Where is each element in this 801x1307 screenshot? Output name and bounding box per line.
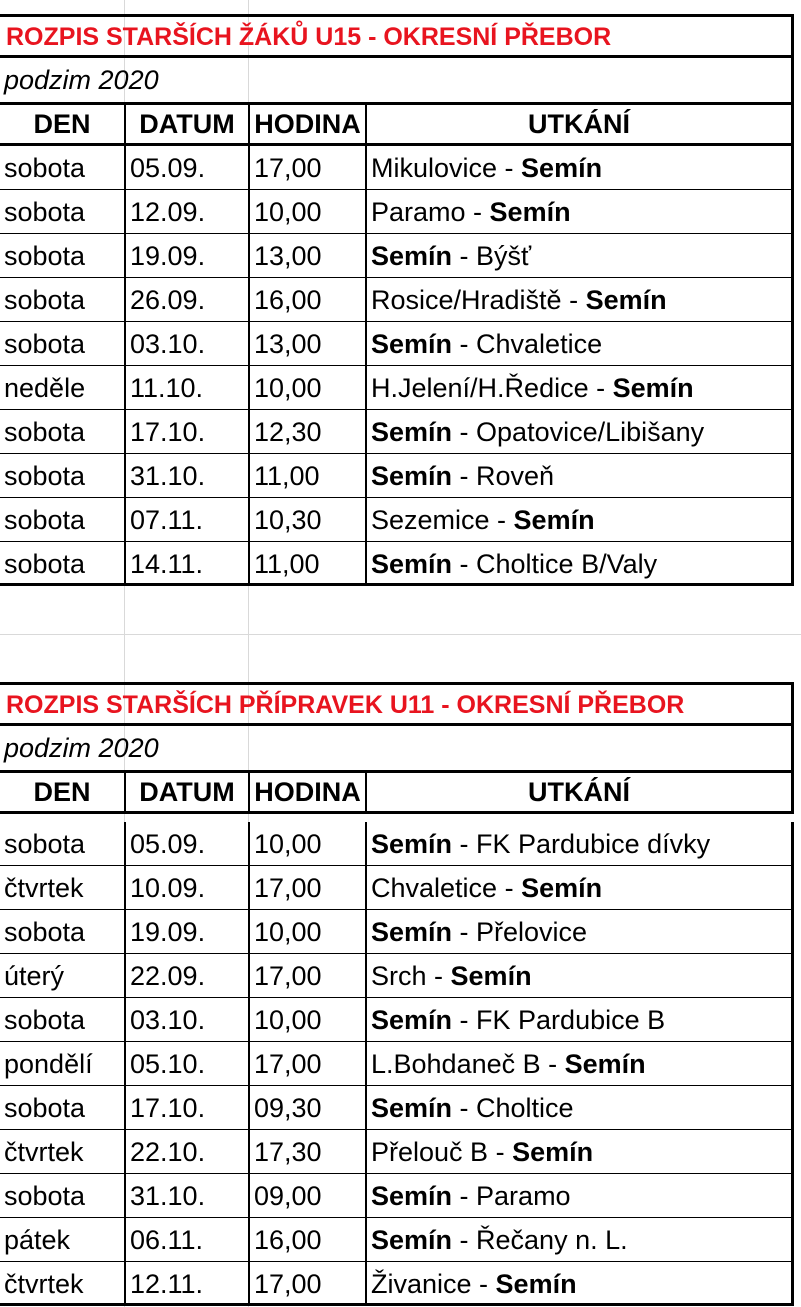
header-match: UTKÁNÍ [365, 773, 794, 811]
cell-time: 13,00 [248, 234, 365, 277]
match-separator: - [452, 1005, 477, 1035]
cell-match [365, 954, 794, 997]
cell-time: 09,30 [248, 1086, 365, 1129]
cell-day: čtvrtek [4, 1269, 84, 1299]
home-team: Semín [371, 1181, 453, 1211]
header-time: HODINA [248, 105, 365, 143]
match-separator: - [497, 873, 522, 903]
cell-day: neděle [4, 373, 86, 403]
cell-time: 11,00 [248, 454, 365, 497]
home-team: Semín [371, 241, 453, 271]
match-separator: - [489, 505, 514, 535]
away-team: Chvaletice [476, 329, 603, 359]
cell-date: 17.10. [124, 410, 248, 453]
cell-match [365, 1262, 794, 1303]
match-separator: - [452, 329, 477, 359]
away-team: Choltice B/Valy [476, 549, 658, 579]
cell-date: 07.11. [124, 498, 248, 541]
table-row [0, 454, 794, 498]
cell-day: úterý [4, 961, 65, 991]
away-team: Semín [489, 197, 571, 227]
home-team: Semín [371, 461, 453, 491]
away-team: Roveň [476, 461, 555, 491]
away-team: FK Pardubice B [476, 1005, 666, 1035]
header-day: DEN [33, 777, 91, 807]
cell-match [365, 322, 794, 365]
cell-date: 11.10. [124, 366, 248, 409]
table-row [0, 410, 794, 454]
header-time: HODINA [248, 773, 365, 811]
table-row [0, 146, 794, 190]
cell-match [365, 498, 794, 541]
match-separator: - [452, 1093, 477, 1123]
home-team: H.Jelení/H.Ředice [371, 373, 589, 403]
cell-time: 10,30 [248, 498, 365, 541]
cell-date: 12.09. [124, 190, 248, 233]
away-team: Semín [512, 1137, 594, 1167]
header-row [0, 770, 794, 814]
home-team: Živanice [371, 1269, 472, 1299]
match-separator: - [488, 1137, 513, 1167]
home-team: Přelouč B [371, 1137, 489, 1167]
home-team: L.Bohdaneč B [371, 1049, 541, 1079]
cell-date: 05.10. [124, 1042, 248, 1085]
header-day: DEN [33, 109, 91, 139]
cell-match [365, 1042, 794, 1085]
match-separator: - [452, 549, 477, 579]
cell-date: 31.10. [124, 454, 248, 497]
table-row [0, 1042, 794, 1086]
table-row [0, 822, 794, 866]
home-team: Semín [371, 549, 453, 579]
cell-date: 03.10. [124, 322, 248, 365]
cell-time: 16,00 [248, 1218, 365, 1261]
cell-date: 19.09. [124, 234, 248, 277]
table-row [0, 1218, 794, 1262]
cell-day: sobota [4, 153, 86, 183]
cell-match [365, 1218, 794, 1261]
table-row [0, 1130, 794, 1174]
cell-match [365, 542, 794, 583]
cell-date: 12.11. [124, 1262, 248, 1303]
cell-day: sobota [4, 829, 86, 859]
cell-date: 10.09. [124, 866, 248, 909]
cell-day: sobota [4, 1093, 86, 1123]
cell-time: 11,00 [248, 542, 365, 583]
gridline [0, 634, 801, 635]
away-team: Opatovice/Libišany [476, 417, 705, 447]
cell-match [365, 146, 794, 189]
home-team: Semín [371, 417, 453, 447]
away-team: Přelovice [476, 917, 588, 947]
cell-match [365, 1174, 794, 1217]
table-row [0, 1086, 794, 1130]
cell-day: čtvrtek [4, 1137, 84, 1167]
match-separator: - [452, 829, 477, 859]
cell-date: 22.10. [124, 1130, 248, 1173]
cell-date: 17.10. [124, 1086, 248, 1129]
cell-match [365, 822, 794, 865]
away-team: Semín [521, 153, 603, 183]
cell-match [365, 410, 794, 453]
home-team: Semín [371, 1225, 453, 1255]
away-team: Semín [513, 505, 595, 535]
home-team: Semín [371, 1005, 453, 1035]
cell-time: 17,00 [248, 866, 365, 909]
cell-date: 14.11. [124, 542, 248, 583]
match-separator: - [426, 961, 451, 991]
cell-time: 09,00 [248, 1174, 365, 1217]
match-separator: - [540, 1049, 565, 1079]
match-separator: - [452, 241, 477, 271]
away-team: Býšť [476, 241, 532, 271]
table-row [0, 542, 794, 586]
cell-day: sobota [4, 241, 86, 271]
cell-match [365, 1086, 794, 1129]
header-row [0, 102, 794, 146]
cell-match [365, 454, 794, 497]
cell-time: 10,00 [248, 910, 365, 953]
home-team: Semín [371, 917, 453, 947]
match-separator: - [452, 917, 477, 947]
cell-match [365, 866, 794, 909]
match-separator: - [497, 153, 522, 183]
away-team: Paramo [476, 1181, 571, 1211]
cell-match [365, 910, 794, 953]
cell-time: 10,00 [248, 366, 365, 409]
cell-day: sobota [4, 1181, 86, 1211]
cell-day: pondělí [4, 1049, 93, 1079]
match-separator: - [452, 1181, 477, 1211]
header-date: DATUM [124, 105, 248, 143]
section-subtitle: podzim 2020 [0, 58, 794, 102]
table-row [0, 998, 794, 1042]
away-team: Semín [612, 373, 694, 403]
cell-date: 26.09. [124, 278, 248, 321]
cell-time: 17,00 [248, 1042, 365, 1085]
cell-time: 10,00 [248, 822, 365, 865]
match-separator: - [465, 197, 490, 227]
home-team: Paramo [371, 197, 466, 227]
cell-day: sobota [4, 505, 86, 535]
cell-match [365, 1130, 794, 1173]
home-team: Rosice/Hradiště [371, 285, 562, 315]
table-row [0, 234, 794, 278]
home-team: Semín [371, 1093, 453, 1123]
away-team: Choltice [476, 1093, 574, 1123]
cell-day: sobota [4, 417, 86, 447]
home-team: Chvaletice [371, 873, 498, 903]
away-team: Semín [521, 873, 603, 903]
match-separator: - [452, 1225, 477, 1255]
cell-date: 19.09. [124, 910, 248, 953]
header-match: UTKÁNÍ [365, 105, 794, 143]
cell-day: sobota [4, 917, 86, 947]
cell-day: sobota [4, 285, 86, 315]
cell-time: 17,00 [248, 146, 365, 189]
home-team: Sezemice [371, 505, 490, 535]
cell-date: 06.11. [124, 1218, 248, 1261]
table-row [0, 954, 794, 998]
away-team: Řečany n. L. [476, 1225, 628, 1255]
header-date: DATUM [124, 773, 248, 811]
cell-time: 12,30 [248, 410, 365, 453]
cell-match [365, 366, 794, 409]
cell-day: sobota [4, 461, 86, 491]
cell-date: 03.10. [124, 998, 248, 1041]
match-separator: - [471, 1269, 496, 1299]
cell-date: 22.09. [124, 954, 248, 997]
cell-match [365, 234, 794, 277]
cell-time: 17,30 [248, 1130, 365, 1173]
table-row [0, 190, 794, 234]
match-separator: - [452, 461, 477, 491]
home-team: Srch [371, 961, 427, 991]
table-row [0, 910, 794, 954]
cell-time: 17,00 [248, 954, 365, 997]
away-team: Semín [495, 1269, 577, 1299]
cell-day: čtvrtek [4, 873, 84, 903]
away-team: Semín [450, 961, 532, 991]
cell-time: 16,00 [248, 278, 365, 321]
match-separator: - [588, 373, 613, 403]
home-team: Semín [371, 829, 453, 859]
home-team: Mikulovice [371, 153, 498, 183]
table-row [0, 1262, 794, 1306]
cell-time: 10,00 [248, 190, 365, 233]
table-row [0, 278, 794, 322]
cell-day: sobota [4, 197, 86, 227]
table-row [0, 366, 794, 410]
away-team: FK Pardubice dívky [476, 829, 711, 859]
table-row [0, 866, 794, 910]
section-title: ROZPIS STARŠÍCH PŘÍPRAVEK U11 - OKRESNÍ PŘEBOR [0, 682, 794, 726]
section-subtitle: podzim 2020 [0, 726, 794, 770]
cell-day: sobota [4, 1005, 86, 1035]
cell-time: 10,00 [248, 998, 365, 1041]
cell-date: 31.10. [124, 1174, 248, 1217]
cell-time: 17,00 [248, 1262, 365, 1303]
home-team: Semín [371, 329, 453, 359]
away-team: Semín [585, 285, 667, 315]
cell-day: sobota [4, 329, 86, 359]
table-row [0, 322, 794, 366]
cell-date: 05.09. [124, 822, 248, 865]
cell-match [365, 190, 794, 233]
match-separator: - [561, 285, 586, 315]
section-title: ROZPIS STARŠÍCH ŽÁKŮ U15 - OKRESNÍ PŘEBOR [0, 14, 794, 58]
cell-day: sobota [4, 549, 86, 579]
away-team: Semín [564, 1049, 646, 1079]
cell-match [365, 278, 794, 321]
cell-date: 05.09. [124, 146, 248, 189]
cell-time: 13,00 [248, 322, 365, 365]
table-row [0, 1174, 794, 1218]
table-row [0, 498, 794, 542]
match-separator: - [452, 417, 477, 447]
cell-day: pátek [4, 1225, 71, 1255]
cell-match [365, 998, 794, 1041]
